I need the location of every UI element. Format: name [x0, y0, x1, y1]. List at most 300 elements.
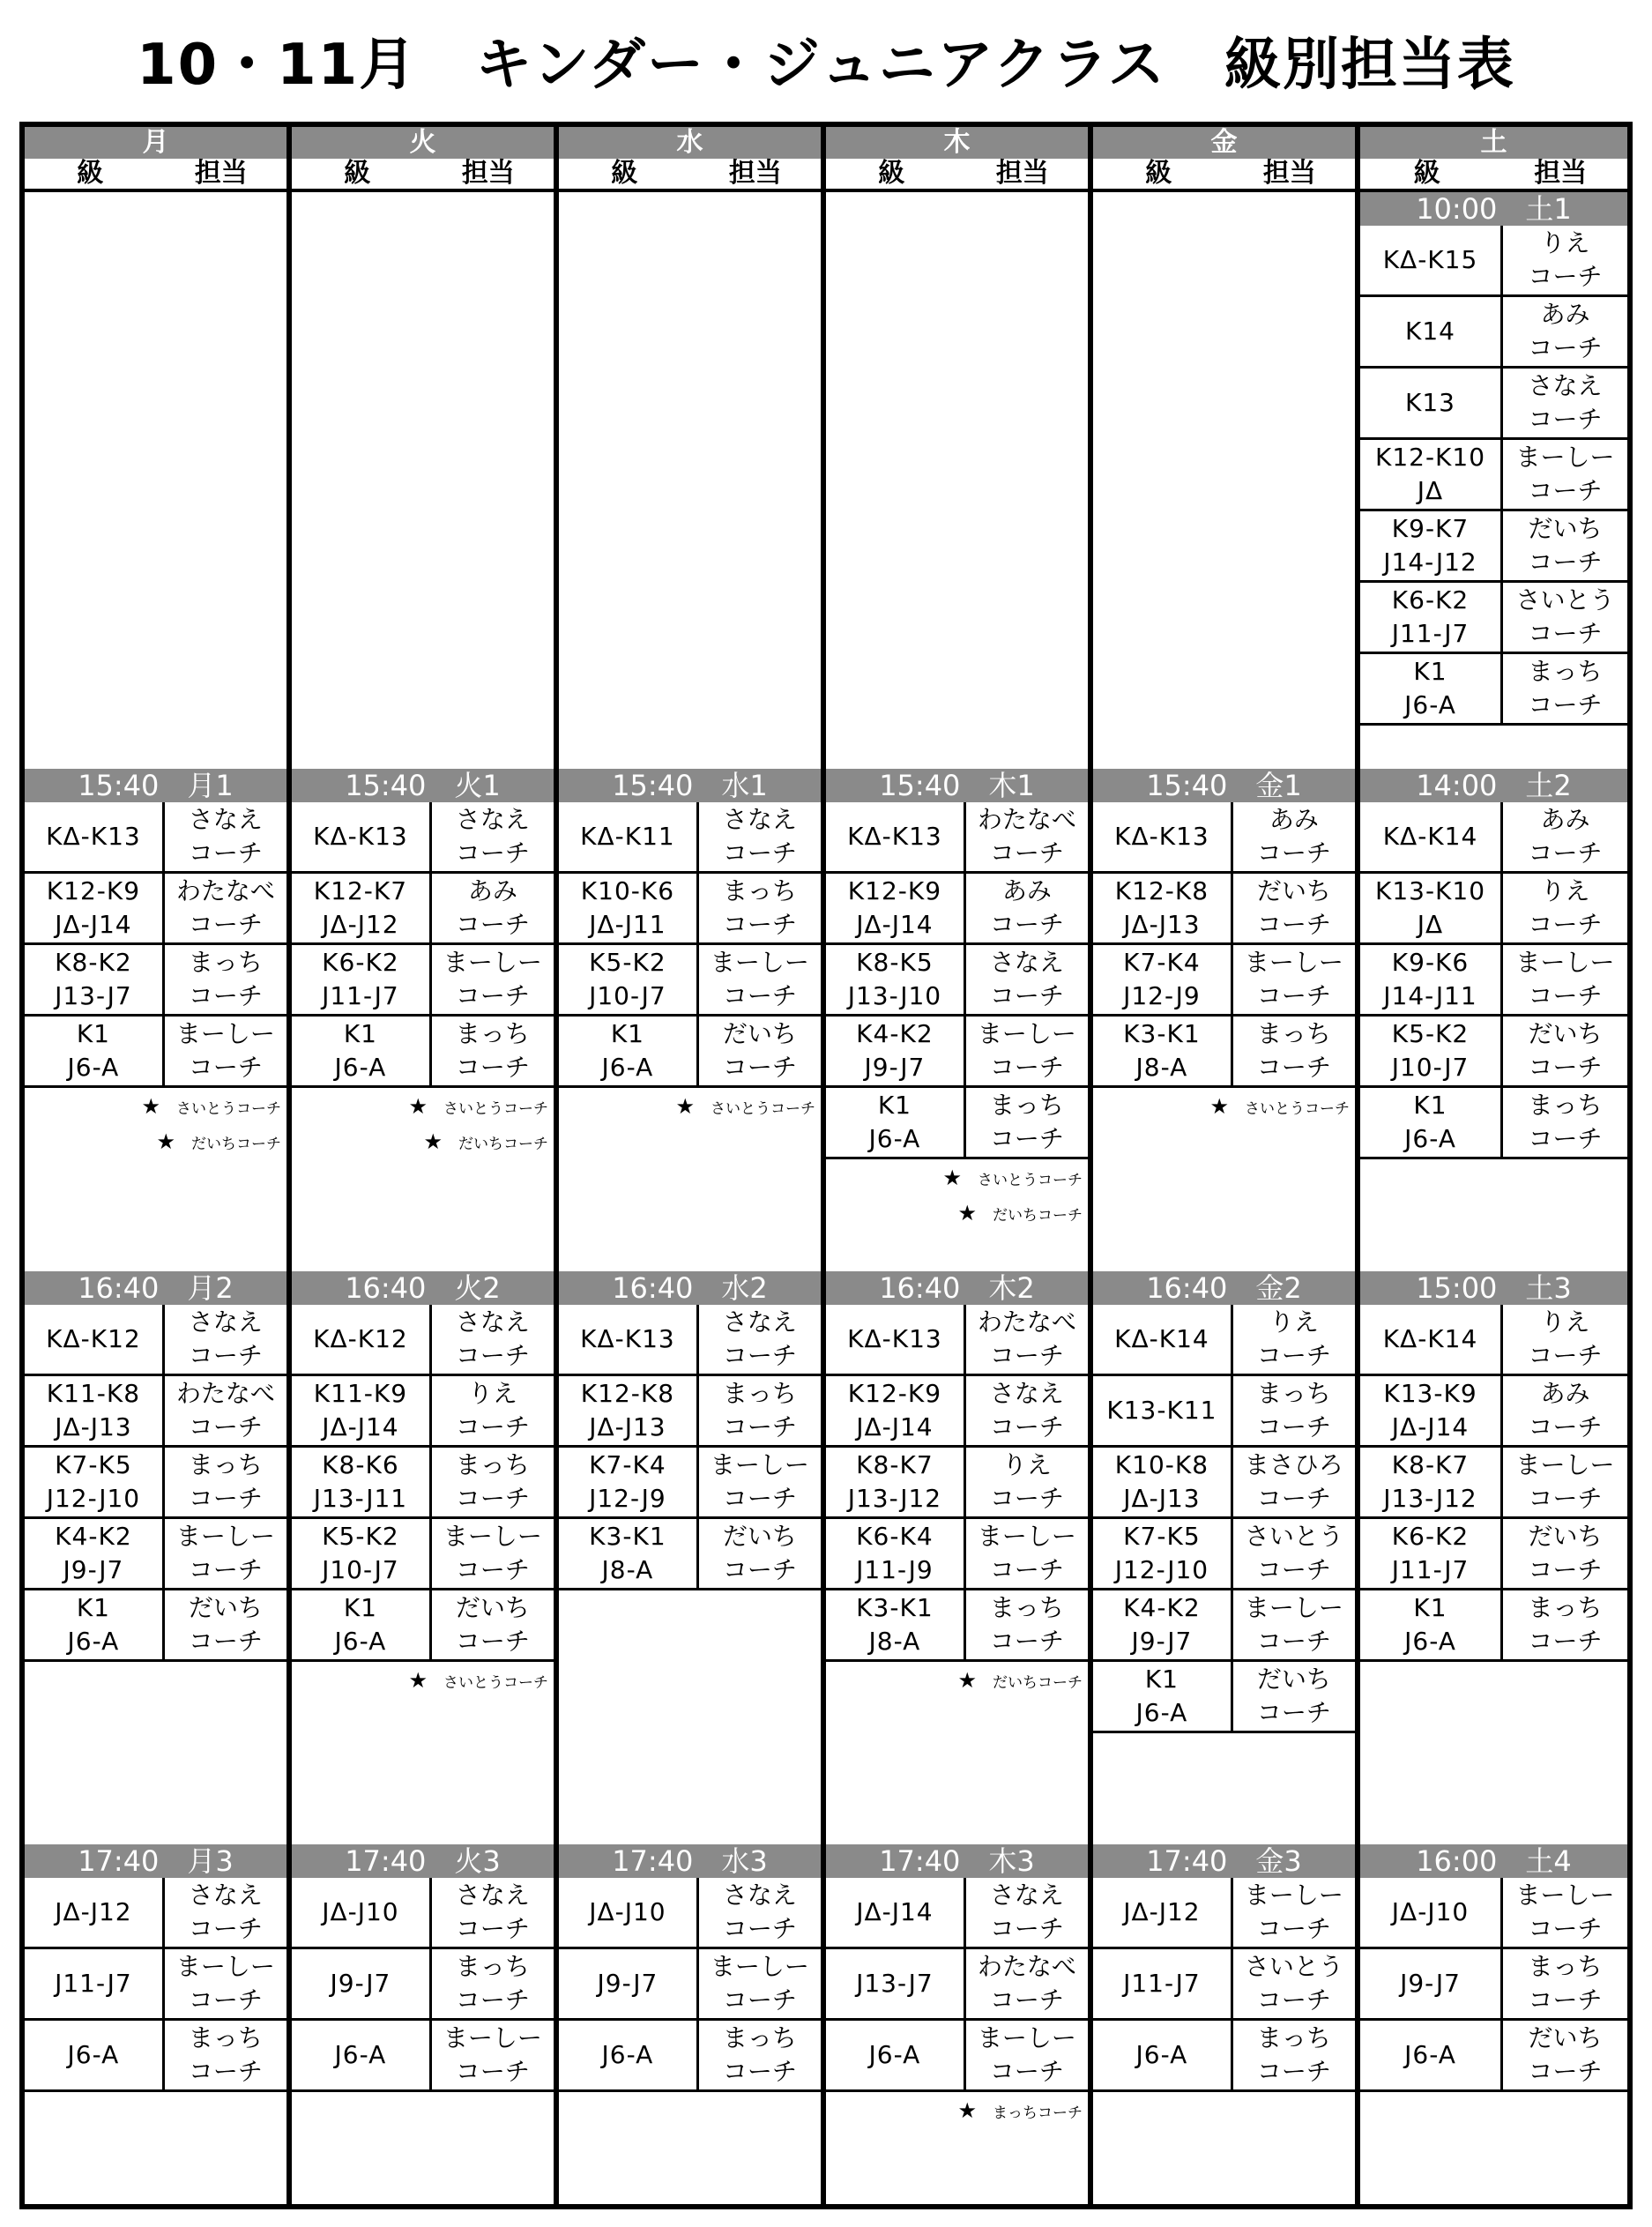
- assistant-note: [408, 1664, 548, 1697]
- grade-range: K9-K7: [1391, 514, 1470, 543]
- coach-name: りえ: [1540, 876, 1590, 905]
- assistant-note: [408, 1090, 548, 1123]
- coach-name: あみ: [467, 876, 517, 905]
- coach-cell: [1233, 1878, 1355, 1947]
- grade-range: K8-K7: [1391, 1450, 1470, 1479]
- grade-range: K5-K2: [589, 948, 666, 977]
- coach-title: コーチ: [1256, 1698, 1331, 1727]
- table-row: [1093, 1305, 1355, 1376]
- grade-range: K7-K4: [589, 1450, 666, 1479]
- coach-title: コーチ: [1256, 1341, 1331, 1370]
- coach-cell: [432, 1590, 554, 1659]
- coach-cell: [165, 1448, 286, 1516]
- grade-label: 級: [77, 158, 104, 189]
- coach-title: コーチ: [1528, 619, 1603, 648]
- grade-range-2: J6-A: [1404, 690, 1456, 719]
- coach-title: コーチ: [1528, 476, 1603, 505]
- coach-title: コーチ: [455, 1053, 530, 1082]
- session-name: 木2: [988, 1271, 1035, 1305]
- table-row: [1360, 802, 1627, 874]
- grade-range: JΔ-J12: [1123, 1897, 1201, 1926]
- coach-cell: [1503, 511, 1627, 580]
- session-time: 15:40: [612, 769, 694, 802]
- coach-cell: [966, 1088, 1088, 1157]
- assistant-note: [156, 1125, 281, 1158]
- grade-cell: [292, 1878, 432, 1947]
- session-header: [559, 1271, 821, 1305]
- session-time: 17:40: [78, 1844, 160, 1878]
- session-name: 水2: [721, 1271, 768, 1305]
- grade-range-2: J13-J12: [1383, 1484, 1477, 1513]
- coach-cell: [699, 1376, 821, 1445]
- day-column: [1360, 127, 1627, 2204]
- note-text: さいとうコーチ: [1245, 1100, 1350, 1118]
- grade-label: 級: [611, 158, 638, 189]
- assistant-note: [957, 2094, 1083, 2127]
- grade-cell: [1093, 1590, 1233, 1659]
- spacer: [1497, 1271, 1525, 1305]
- coach-cell: [966, 1519, 1088, 1588]
- coach-cell: [1503, 1376, 1627, 1445]
- coach-name: だいち: [1528, 514, 1603, 543]
- grade-cell: [826, 802, 966, 871]
- coach-name: りえ: [1540, 228, 1590, 257]
- grade-range-2: J12-J10: [1114, 1555, 1209, 1584]
- grade-range: K3-K1: [856, 1593, 934, 1622]
- grade-range: K12-K9: [46, 876, 141, 905]
- table-row: [1360, 654, 1627, 726]
- grade-range: K4-K2: [1123, 1593, 1201, 1622]
- session-name: 火3: [454, 1844, 501, 1878]
- session-time: 15:00: [1416, 1271, 1498, 1305]
- column-subheader: [25, 159, 286, 192]
- grade-cell: [826, 1448, 966, 1516]
- coach-name: まさひろ: [1244, 1450, 1343, 1479]
- grade-cell: [292, 1949, 432, 2018]
- coach-cell: [165, 1878, 286, 1947]
- day-header: 木: [826, 127, 1088, 159]
- coach-title: コーチ: [1528, 1555, 1603, 1584]
- table-row: [559, 1949, 821, 2021]
- grade-range: JΔ-J12: [55, 1897, 132, 1926]
- grade-cell: [559, 1017, 699, 1085]
- grade-range: J11-J7: [55, 1969, 132, 1998]
- grade-cell: [1093, 1878, 1233, 1947]
- coach-title: コーチ: [1528, 910, 1603, 939]
- coach-cell: [699, 1305, 821, 1374]
- table-row: [1360, 945, 1627, 1017]
- grade-cell: [1360, 1017, 1503, 1085]
- coach-title: コーチ: [455, 1412, 530, 1441]
- assistant-note: [1209, 1090, 1350, 1123]
- coach-title: コーチ: [1528, 405, 1603, 434]
- star-icon: ★: [156, 1129, 175, 1154]
- grade-cell: [1360, 654, 1503, 723]
- coach-title: コーチ: [989, 1484, 1064, 1513]
- table-row: [1093, 874, 1355, 945]
- table-row: [1360, 1448, 1627, 1519]
- coach-label: 担当: [1262, 158, 1316, 189]
- session-name: 火1: [454, 769, 501, 802]
- grade-range-2: J9-J7: [63, 1555, 124, 1584]
- coach-title: コーチ: [455, 981, 530, 1010]
- grade-range: K14: [1405, 317, 1455, 346]
- coach-cell: [432, 1949, 554, 2018]
- coach-cell: [1503, 874, 1627, 942]
- coach-name: あみ: [1540, 1379, 1590, 1408]
- grade-range-2: J6-A: [67, 1053, 120, 1082]
- coach-cell: [966, 1448, 1088, 1516]
- grade-cell: [292, 1017, 432, 1085]
- coach-name: さなえ: [989, 948, 1064, 977]
- coach-title: コーチ: [188, 1985, 263, 2015]
- day-column: [826, 127, 1093, 2204]
- grade-range-2: J10-J7: [322, 1555, 399, 1584]
- table-row: [1360, 226, 1627, 297]
- table-row: [559, 1519, 821, 1590]
- grade-range-2: J11-J9: [856, 1555, 934, 1584]
- schedule-grid: [19, 122, 1633, 2209]
- coach-name: まーしー: [1244, 1593, 1343, 1622]
- spacer: [693, 1844, 721, 1878]
- grade-label: 級: [1413, 158, 1440, 189]
- coach-title: コーチ: [1256, 1555, 1331, 1584]
- spacer: [1497, 769, 1525, 802]
- grade-range: K1: [1413, 1091, 1447, 1120]
- coach-cell: [1233, 2021, 1355, 2089]
- star-icon: ★: [957, 2098, 977, 2123]
- grade-range: K12-K9: [847, 876, 942, 905]
- coach-title: コーチ: [188, 1555, 263, 1584]
- grade-cell: [1093, 1662, 1233, 1731]
- session-name: 水1: [721, 769, 768, 802]
- spacer: [426, 769, 454, 802]
- grade-range: K5-K2: [1391, 1019, 1470, 1048]
- table-row: [292, 1519, 554, 1590]
- coach-cell: [699, 1448, 821, 1516]
- session-header: [292, 1271, 554, 1305]
- coach-title: コーチ: [989, 1985, 1064, 2015]
- grade-cell: [1360, 802, 1503, 871]
- grade-range: K1: [877, 1091, 912, 1120]
- coach-cell: [1503, 1017, 1627, 1085]
- grade-cell: [1093, 1519, 1233, 1588]
- coach-title: コーチ: [722, 1412, 797, 1441]
- coach-title: コーチ: [1528, 690, 1603, 719]
- coach-title: コーチ: [1256, 2057, 1331, 2086]
- table-row: [25, 2021, 286, 2092]
- table-row: [826, 2021, 1088, 2092]
- coach-title: コーチ: [455, 1484, 530, 1513]
- table-row: [826, 1878, 1088, 1949]
- day-header: 金: [1093, 127, 1355, 159]
- table-row: [25, 874, 286, 945]
- grade-range-2: J14-J11: [1383, 981, 1477, 1010]
- coach-title: コーチ: [1256, 1412, 1331, 1441]
- spacer: [159, 1271, 187, 1305]
- table-row: [559, 1878, 821, 1949]
- coach-name: さいとう: [1244, 1952, 1343, 1981]
- day-column: [1093, 127, 1360, 2204]
- grade-range: KΔ-K14: [1382, 822, 1478, 851]
- session-name: 土2: [1525, 769, 1572, 802]
- note-text: さいとうコーチ: [176, 1100, 281, 1118]
- note-text: さいとうコーチ: [711, 1100, 815, 1118]
- session-name: 金3: [1255, 1844, 1302, 1878]
- coach-name: わたなべ: [977, 1952, 1076, 1981]
- spacer: [1227, 1271, 1255, 1305]
- grade-range: K13-K10: [1374, 876, 1486, 905]
- table-row: [1360, 1088, 1627, 1159]
- star-icon: ★: [408, 1668, 428, 1693]
- session-time: 15:40: [345, 769, 427, 802]
- coach-name: まっち: [188, 948, 263, 977]
- coach-cell: [699, 1949, 821, 2018]
- star-icon: ★: [675, 1094, 695, 1119]
- grade-range: KΔ-K14: [1114, 1324, 1209, 1353]
- coach-cell: [432, 2021, 554, 2089]
- grade-range: K1: [1413, 657, 1447, 686]
- grade-label: 級: [1145, 158, 1172, 189]
- coach-label: 担当: [461, 158, 515, 189]
- coach-name: だいち: [188, 1593, 263, 1622]
- grade-range-2: J6-A: [1404, 1124, 1456, 1153]
- grade-range: J9-J7: [330, 1969, 391, 1998]
- coach-cell: [165, 1376, 286, 1445]
- coach-cell: [1503, 654, 1627, 723]
- star-icon: ★: [957, 1201, 977, 1225]
- coach-cell: [432, 874, 554, 942]
- grade-range-2: J11-J7: [322, 981, 399, 1010]
- coach-name: まーしー: [710, 948, 809, 977]
- grade-cell: [1093, 1949, 1233, 2018]
- grade-range: K6-K2: [1391, 1522, 1470, 1551]
- coach-cell: [966, 874, 1088, 942]
- coach-title: コーチ: [989, 1412, 1064, 1441]
- coach-title: コーチ: [455, 910, 530, 939]
- coach-cell: [432, 1305, 554, 1374]
- session-name: 金2: [1255, 1271, 1302, 1305]
- coach-cell: [1503, 1305, 1627, 1374]
- coach-cell: [966, 945, 1088, 1014]
- note-text: だいちコーチ: [458, 1136, 548, 1153]
- coach-name: さなえ: [989, 1881, 1064, 1910]
- table-row: [826, 1590, 1088, 1662]
- grade-range: K7-K4: [1123, 948, 1201, 977]
- grade-cell: [292, 945, 432, 1014]
- grade-cell: [1093, 802, 1233, 871]
- grade-range-2: J11-J7: [1391, 1555, 1470, 1584]
- spacer: [960, 769, 988, 802]
- session-header: [1360, 769, 1627, 802]
- coach-name: まっち: [188, 1450, 263, 1479]
- table-row: [826, 945, 1088, 1017]
- grade-label: 級: [344, 158, 371, 189]
- grade-cell: [1360, 1376, 1503, 1445]
- grade-cell: [826, 1017, 966, 1085]
- grade-range: J11-J7: [1123, 1969, 1201, 1998]
- grade-cell: [292, 1519, 432, 1588]
- coach-name: まーしー: [977, 1522, 1076, 1551]
- table-row: [25, 1519, 286, 1590]
- coach-title: コーチ: [1528, 1341, 1603, 1370]
- coach-cell: [1233, 1949, 1355, 2018]
- coach-name: まーしー: [1244, 1881, 1343, 1910]
- spacer: [1497, 1844, 1525, 1878]
- grade-cell: [1360, 226, 1503, 294]
- coach-name: まーしー: [175, 1019, 275, 1048]
- grade-range: K1: [343, 1593, 377, 1622]
- coach-cell: [1503, 1878, 1627, 1947]
- coach-name: まっち: [455, 1019, 530, 1048]
- grade-cell: [25, 2021, 165, 2089]
- grade-range-2: J13-J10: [847, 981, 942, 1010]
- session-header: [1360, 1271, 1627, 1305]
- coach-cell: [1233, 802, 1355, 871]
- grade-range-2: JΔ-J14: [322, 1412, 399, 1441]
- grade-cell: [826, 1519, 966, 1588]
- grade-range: K1: [76, 1019, 110, 1048]
- grade-cell: [826, 1878, 966, 1947]
- coach-name: まーしー: [175, 1522, 275, 1551]
- column-subheader: [826, 159, 1088, 192]
- grade-cell: [826, 1376, 966, 1445]
- grade-cell: [1093, 1376, 1233, 1445]
- coach-title: コーチ: [989, 1627, 1064, 1656]
- session-name: 月1: [187, 769, 234, 802]
- column-subheader: [559, 159, 821, 192]
- coach-title: コーチ: [1528, 1484, 1603, 1513]
- session-time: 16:00: [1416, 1844, 1498, 1878]
- coach-name: りえ: [1540, 1307, 1590, 1337]
- table-row: [1360, 440, 1627, 511]
- grade-range: J6-A: [1135, 2040, 1188, 2069]
- table-row: [292, 1376, 554, 1448]
- coach-title: コーチ: [1528, 981, 1603, 1010]
- assistant-note: [141, 1090, 281, 1123]
- star-icon: ★: [942, 1166, 962, 1190]
- coach-title: コーチ: [1528, 1914, 1603, 1943]
- grade-cell: [826, 945, 966, 1014]
- coach-title: コーチ: [1528, 1412, 1603, 1441]
- coach-title: コーチ: [989, 1053, 1064, 1082]
- grade-range: K1: [610, 1019, 644, 1048]
- coach-cell: [432, 1376, 554, 1445]
- coach-name: まっち: [1256, 1379, 1331, 1408]
- grade-cell: [1360, 1519, 1503, 1588]
- coach-cell: [1503, 297, 1627, 366]
- coach-title: コーチ: [1528, 262, 1603, 291]
- coach-name: まっち: [1528, 1091, 1603, 1120]
- table-row: [1093, 802, 1355, 874]
- grade-range: K6-K4: [856, 1522, 934, 1551]
- grade-range: K4-K2: [55, 1522, 132, 1551]
- coach-name: さなえ: [188, 805, 263, 834]
- session-time: 17:40: [345, 1844, 427, 1878]
- table-row: [25, 1878, 286, 1949]
- coach-title: コーチ: [455, 1985, 530, 2015]
- coach-label: 担当: [995, 158, 1049, 189]
- grade-range-2: JΔ-J13: [1123, 910, 1201, 939]
- grade-range-2: JΔ: [1417, 910, 1444, 939]
- star-icon: ★: [408, 1094, 428, 1119]
- coach-name: まーしー: [710, 1450, 809, 1479]
- grade-range-2: J9-J7: [864, 1053, 926, 1082]
- grade-cell: [559, 1519, 699, 1588]
- grade-range-2: JΔ-J14: [856, 1412, 934, 1441]
- grade-range: KΔ-K12: [313, 1324, 408, 1353]
- coach-title: コーチ: [188, 1484, 263, 1513]
- grade-range: KΔ-K13: [1114, 822, 1209, 851]
- table-row: [559, 874, 821, 945]
- coach-cell: [966, 1878, 1088, 1947]
- session-header: [1360, 1844, 1627, 1878]
- table-row: [1093, 2021, 1355, 2092]
- session-time: 17:40: [612, 1844, 694, 1878]
- coach-name: さなえ: [455, 1881, 530, 1910]
- grade-cell: [826, 1305, 966, 1374]
- grade-range-2: JΔ-J14: [55, 910, 132, 939]
- coach-cell: [1503, 226, 1627, 294]
- coach-label: 担当: [728, 158, 782, 189]
- coach-title: コーチ: [989, 2057, 1064, 2086]
- session-time: 15:40: [1146, 769, 1228, 802]
- coach-name: まーしー: [443, 1522, 542, 1551]
- table-row: [1360, 2021, 1627, 2092]
- coach-name: さなえ: [188, 1881, 263, 1910]
- grade-cell: [292, 1376, 432, 1445]
- coach-title: コーチ: [1528, 1985, 1603, 2015]
- grade-range-2: J6-A: [67, 1627, 120, 1656]
- table-row: [1360, 1590, 1627, 1662]
- session-time: 16:40: [1146, 1271, 1228, 1305]
- coach-name: まーしー: [1515, 1881, 1615, 1910]
- session-name: 火2: [454, 1271, 501, 1305]
- grade-range: K12-K9: [847, 1379, 942, 1408]
- grade-cell: [1360, 297, 1503, 366]
- table-row: [559, 945, 821, 1017]
- grade-range-2: J6-A: [334, 1053, 387, 1082]
- coach-title: コーチ: [1256, 981, 1331, 1010]
- spacer: [693, 769, 721, 802]
- coach-name: まっち: [722, 2023, 797, 2052]
- grade-range-2: J8-A: [1135, 1053, 1188, 1082]
- star-icon: ★: [957, 1668, 977, 1693]
- grade-cell: [1360, 1305, 1503, 1374]
- session-header: [559, 769, 821, 802]
- grade-cell: [559, 2021, 699, 2089]
- grade-range: K11-K8: [46, 1379, 141, 1408]
- grade-range: K6-K2: [1391, 585, 1470, 614]
- note-text: さいとうコーチ: [978, 1172, 1083, 1189]
- day-header: 火: [292, 127, 554, 159]
- coach-title: コーチ: [455, 1914, 530, 1943]
- coach-name: だいち: [722, 1019, 797, 1048]
- coach-cell: [165, 1017, 286, 1085]
- session-header: [1360, 192, 1627, 226]
- session-header: [25, 1271, 286, 1305]
- grade-cell: [25, 802, 165, 871]
- coach-title: コーチ: [722, 838, 797, 868]
- note-text: さいとうコーチ: [443, 1100, 548, 1118]
- coach-title: コーチ: [455, 1627, 530, 1656]
- coach-cell: [699, 945, 821, 1014]
- session-header: [826, 1271, 1088, 1305]
- table-row: [1360, 1376, 1627, 1448]
- coach-name: まっち: [989, 1593, 1064, 1622]
- star-icon: ★: [1209, 1094, 1229, 1119]
- table-row: [292, 945, 554, 1017]
